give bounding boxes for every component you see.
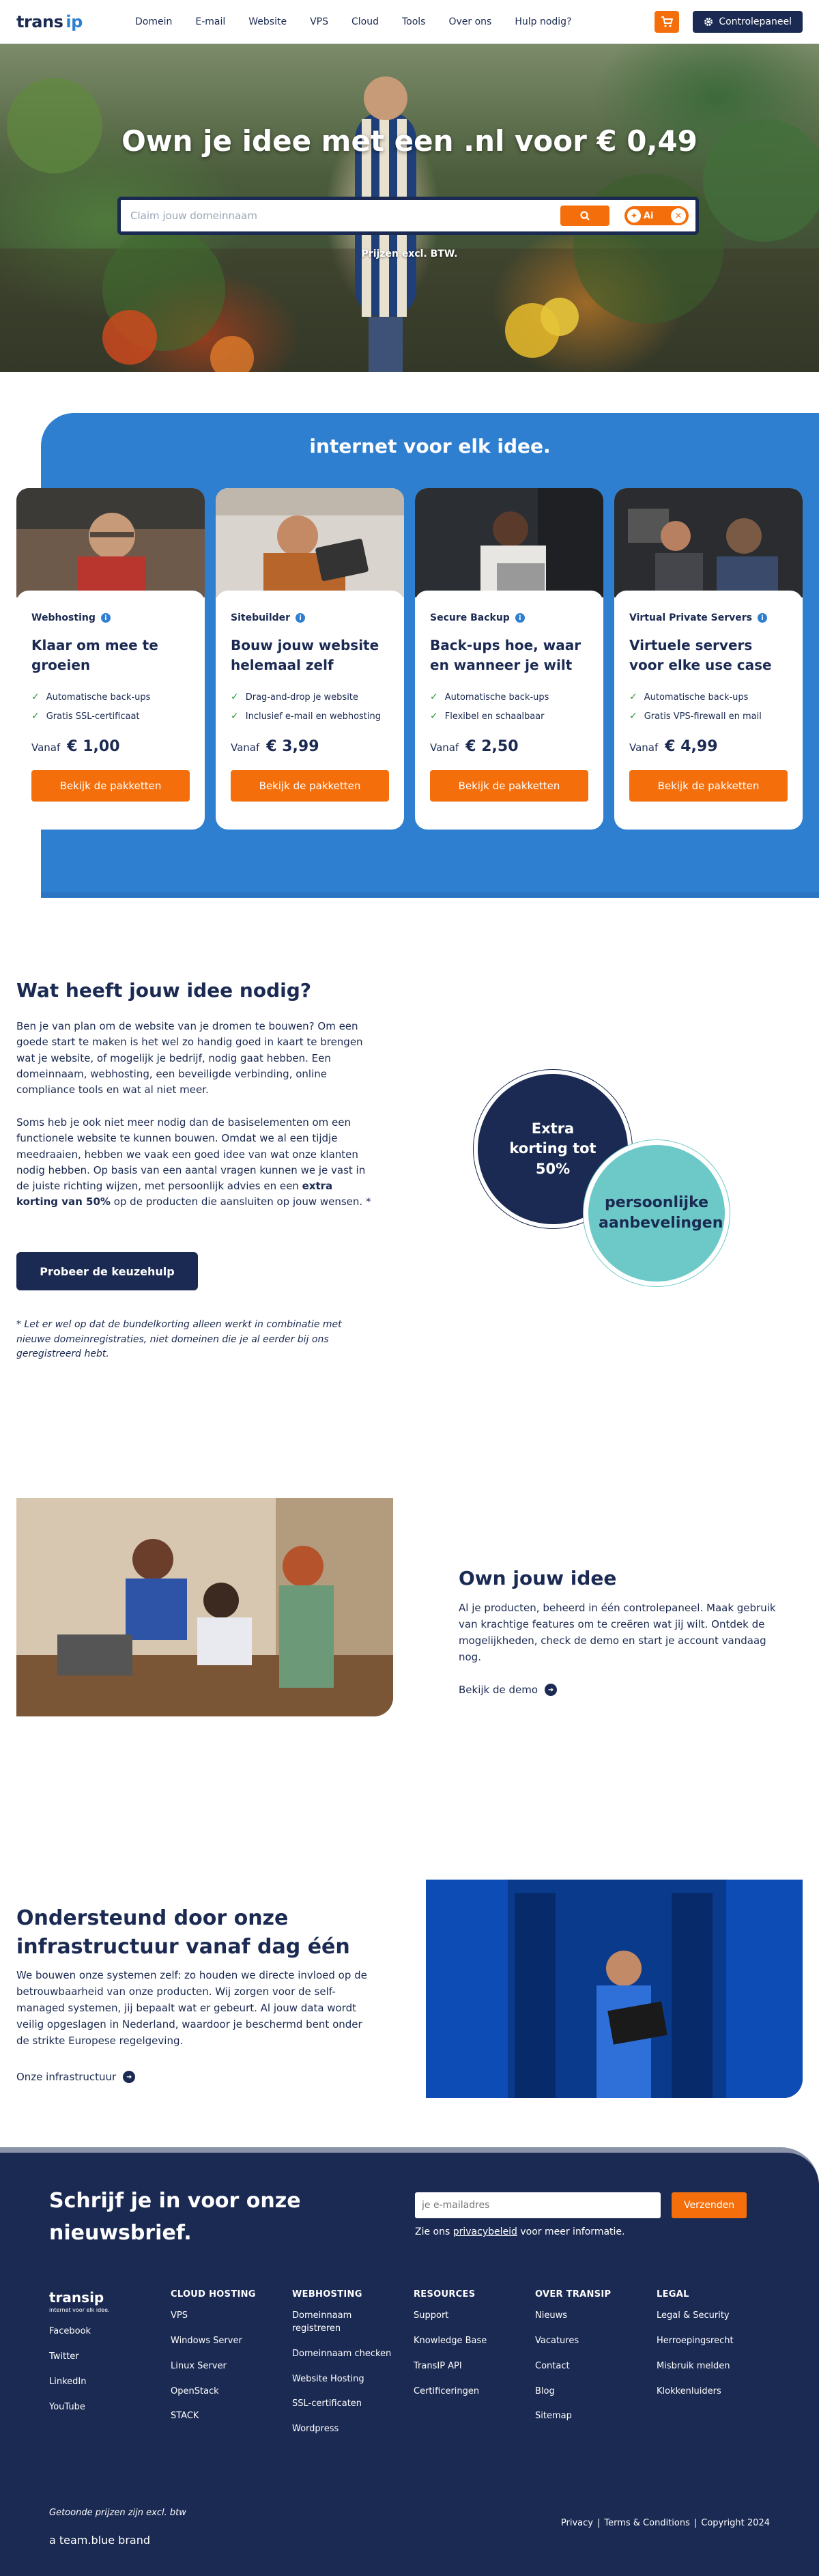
- price-amount: € 4,99: [665, 738, 718, 755]
- idea-paragraph-2: [16, 1115, 371, 1211]
- recommendations-circle-text: persoonlijke aanbevelingen: [599, 1194, 723, 1232]
- terms-link[interactable]: Terms & Conditions: [604, 2518, 690, 2528]
- idea-paragraph-1: Ben je van plan om de website van je dromen te bouwen? Om een goede start te maken is het wel zo handig goed in kaart te brengen wat je website, of mogelijk je bedrijf, nodig gaat hebben. Een domeinnaam, webhosting, een beveiligde verbinding, online compliance tools en wat al niet meer.: [16, 1020, 363, 1096]
- idea-p2-bold: extra korting van 50%: [16, 1180, 333, 1208]
- feature-item: [31, 707, 190, 726]
- own-text: Al je producten, beheerd in één controlepaneel. Maak gebruik van krachtige features om te creëren wat jij wilt. Ontdek de mogelijkheden, check de demo en start je account vandaag nog.: [459, 1602, 776, 1663]
- footer-col-title: RESOURCES: [414, 2289, 476, 2299]
- feature-text: Drag-and-drop je website: [245, 692, 358, 703]
- secure-backup-photo: [415, 488, 603, 597]
- card-price: [31, 738, 190, 755]
- footer-link[interactable]: Blog: [535, 2386, 555, 2396]
- card-features: [629, 688, 788, 726]
- feature-text: Flexibel en schaalbaar: [444, 711, 545, 722]
- footer-link[interactable]: Knowledge Base: [414, 2335, 487, 2346]
- card-label: [31, 612, 190, 623]
- footer-columns: [49, 2289, 778, 2448]
- domain-search-input[interactable]: [130, 210, 560, 222]
- footer-logo[interactable]: [49, 2289, 171, 2313]
- card-label-text: Virtual Private Servers: [629, 612, 753, 623]
- info-icon[interactable]: i: [296, 613, 305, 623]
- footer-link-twitter[interactable]: Twitter: [49, 2351, 79, 2362]
- nav-item-over-ons[interactable]: Over ons: [448, 16, 492, 27]
- footer-link-linkedin[interactable]: LinkedIn: [49, 2376, 87, 2387]
- info-icon[interactable]: i: [101, 613, 111, 623]
- card-label: [231, 612, 389, 623]
- logo-text-trans: trans: [16, 12, 63, 31]
- privacy-policy-link[interactable]: privacybeleid: [452, 2226, 517, 2237]
- footer-link[interactable]: SSL-certificaten: [292, 2398, 362, 2409]
- footer-col-over-transip: [535, 2289, 657, 2448]
- site-header: [0, 0, 819, 44]
- card-label-text: Webhosting: [31, 612, 96, 623]
- footer-link[interactable]: Misbruik melden: [657, 2360, 730, 2371]
- check-icon: ✓: [629, 692, 637, 703]
- infra-title: Ondersteund door onze infrastructuur vanaf dag één: [16, 1906, 350, 1959]
- product-card-webhosting: [16, 488, 205, 830]
- check-icon: ✓: [31, 692, 40, 703]
- gear-icon: [704, 17, 713, 27]
- idea-p2-text-end: op de producten die aansluiten op jouw wensen. *: [110, 1195, 371, 1208]
- infra-text: We bouwen onze systemen zelf: zo houden we directe invloed op de betrouwbaarheid van onze producten. Wij zorgen voor de self-managed systemen, jij bepaalt wat er gebeurt. Al jouw data wordt veilig opgeslagen in Nederland, waardoor je beschermd bent onder de strikte Europese regelgeving.: [16, 1969, 367, 2047]
- card-body: [614, 591, 803, 817]
- footer-link[interactable]: Website Hosting: [292, 2373, 364, 2384]
- newsletter-form: [415, 2192, 747, 2218]
- vps-photo: [614, 488, 803, 597]
- control-panel-label: Controlepaneel: [719, 16, 792, 27]
- footer-link-youtube[interactable]: YouTube: [49, 2401, 85, 2412]
- check-icon: ✓: [231, 692, 239, 703]
- card-title: Bouw jouw website helemaal zelf: [231, 637, 379, 673]
- infrastructure-label: Onze infrastructuur: [16, 2071, 117, 2083]
- products-bottom-strip: [41, 892, 819, 898]
- sitebuilder-photo: [216, 488, 404, 597]
- discount-disclaimer: * Let er wel op dat de bundelkorting alleen werkt in combinatie met nieuwe domeinregistraties, niet domeinen die je al eerder bij ons geregistreerd hebt.: [16, 1319, 342, 1360]
- price-amount: € 3,99: [266, 738, 319, 755]
- nav-item-website[interactable]: Website: [248, 16, 287, 27]
- nav-item-tools[interactable]: Tools: [401, 16, 426, 27]
- check-icon: ✓: [430, 711, 438, 722]
- logo-text-ip: ip: [66, 12, 83, 31]
- products-title: internet voor elk idee.: [309, 435, 551, 457]
- ai-label: Ai: [644, 210, 654, 221]
- recommendations-circle: [588, 1145, 725, 1282]
- footer-link[interactable]: Domeinnaam registreren: [292, 2310, 352, 2334]
- newsletter-submit-button[interactable]: Verzenden: [672, 2192, 747, 2218]
- ai-search-toggle[interactable]: [624, 206, 689, 225]
- feature-text: Inclusief e-mail en webhosting: [245, 711, 381, 722]
- card-price: [430, 738, 588, 755]
- info-icon[interactable]: i: [515, 613, 525, 623]
- footer-link[interactable]: Nieuws: [535, 2310, 567, 2321]
- arrow-right-icon: ➜: [545, 1684, 557, 1696]
- cart-icon: [661, 16, 673, 27]
- footer-link[interactable]: VPS: [171, 2310, 188, 2321]
- arrow-right-icon: ➜: [123, 2071, 135, 2083]
- feature-text: Gratis VPS-firewall en mail: [644, 711, 762, 722]
- feature-text: Gratis SSL-certificaat: [46, 711, 140, 722]
- footer-link[interactable]: Herroepingsrecht: [657, 2335, 734, 2346]
- footer-link[interactable]: Sitemap: [535, 2411, 572, 2422]
- price-from-label: Vanaf: [430, 741, 459, 754]
- own-section: [0, 1432, 819, 1798]
- transip-logo[interactable]: [16, 12, 112, 31]
- search-button[interactable]: [560, 206, 609, 226]
- feature-item: [231, 707, 389, 726]
- footer-col-title: WEBHOSTING: [292, 2289, 362, 2299]
- footer-col-title: LEGAL: [657, 2289, 689, 2299]
- search-icon: [580, 211, 590, 221]
- legal-links: [561, 2518, 770, 2528]
- footer-link[interactable]: Contact: [535, 2360, 570, 2371]
- footer-link[interactable]: Certificeringen: [414, 2386, 480, 2396]
- price-amount: € 1,00: [67, 738, 120, 755]
- card-price: [231, 738, 389, 755]
- team-blue-brand: a team.blue brand: [49, 2534, 150, 2547]
- product-cards: [16, 488, 803, 830]
- own-title: Own jouw idee: [459, 1567, 617, 1589]
- view-packages-button[interactable]: Bekijk de pakketten: [31, 770, 190, 802]
- price-note: Prijzen excl. BTW.: [361, 249, 458, 259]
- feature-item: [231, 688, 389, 707]
- card-price: [629, 738, 788, 755]
- infrastructure-section: [0, 1798, 819, 2153]
- prices-note: Getoonde prijzen zijn excl. btw: [49, 2508, 186, 2518]
- footer-logo-text: transip: [49, 2289, 104, 2306]
- footer-col-webhosting: [292, 2289, 414, 2448]
- footer-link[interactable]: Klokkenluiders: [657, 2386, 721, 2396]
- price-from-label: Vanaf: [231, 741, 260, 754]
- product-card-sitebuilder: [216, 488, 404, 830]
- card-label-text: Sitebuilder: [231, 612, 291, 623]
- footer-link[interactable]: Linux Server: [171, 2360, 227, 2371]
- card-features: [231, 688, 389, 726]
- newsletter-email-input[interactable]: [415, 2192, 661, 2218]
- footer-link[interactable]: Domeinnaam checken: [292, 2348, 392, 2359]
- card-body: [216, 591, 404, 817]
- footer-link[interactable]: TransIP API: [414, 2360, 462, 2371]
- product-card-secure-backup: [415, 488, 603, 830]
- main-nav: [126, 11, 655, 33]
- idea-title: Wat heeft jouw idee nodig?: [16, 979, 311, 1002]
- datacenter-photo: [426, 1880, 803, 2098]
- view-demo-link[interactable]: [459, 1684, 557, 1696]
- check-icon: ✓: [231, 711, 239, 722]
- feature-item: [430, 688, 588, 707]
- view-packages-button[interactable]: Bekijk de pakketten: [430, 770, 588, 802]
- domain-search-bar: [117, 197, 699, 235]
- check-icon: ✓: [629, 711, 637, 722]
- card-title: Klaar om mee te groeien: [31, 637, 158, 673]
- price-from-label: Vanaf: [31, 741, 61, 754]
- try-quiz-button[interactable]: Probeer de keuzehulp: [16, 1252, 198, 1290]
- footer-tagline: internet voor elk idee.: [49, 2307, 110, 2313]
- info-icon[interactable]: i: [758, 613, 767, 623]
- privacy-pre: Zie ons: [415, 2226, 453, 2237]
- infrastructure-link[interactable]: [16, 2071, 135, 2083]
- card-body: [16, 591, 205, 817]
- footer-link[interactable]: Vacatures: [535, 2335, 579, 2346]
- view-packages-button[interactable]: Bekijk de pakketten: [231, 770, 389, 802]
- footer-link[interactable]: Legal & Security: [657, 2310, 730, 2321]
- feature-text: Automatische back-ups: [444, 692, 549, 703]
- privacy-link[interactable]: Privacy: [560, 2518, 593, 2528]
- check-icon: ✓: [430, 692, 438, 703]
- discount-circle-text: Extra korting tot 50%: [509, 1120, 597, 1177]
- newsletter-title: Schrijf je in voor onze nieuwsbrief.: [49, 2189, 301, 2245]
- newsletter-privacy-note: [415, 2226, 624, 2237]
- family-photo: [16, 1498, 393, 1716]
- copyright: Copyright 2024: [701, 2518, 770, 2528]
- card-label-text: Secure Backup: [430, 612, 510, 623]
- privacy-post: voor meer informatie.: [517, 2226, 625, 2237]
- card-features: [31, 688, 190, 726]
- card-label: [629, 612, 788, 623]
- nav-item-cloud[interactable]: Cloud: [351, 16, 379, 27]
- toggle-off-icon: ✕: [671, 208, 686, 223]
- footer-link[interactable]: Windows Server: [171, 2335, 242, 2346]
- products-section: [0, 372, 819, 939]
- webhosting-photo: [16, 488, 205, 597]
- footer-col-social: [49, 2289, 171, 2448]
- cart-button[interactable]: [655, 11, 679, 33]
- feature-text: Automatische back-ups: [644, 692, 749, 703]
- product-card-vps: [614, 488, 803, 830]
- check-icon: ✓: [31, 711, 40, 722]
- control-panel-button[interactable]: [693, 11, 803, 33]
- site-footer: [0, 2153, 819, 2576]
- nav-item-domein[interactable]: Domein: [135, 16, 173, 27]
- footer-col-title: CLOUD HOSTING: [171, 2289, 256, 2299]
- card-features: [430, 688, 588, 726]
- idea-section: [0, 939, 819, 1432]
- footer-link[interactable]: Support: [414, 2310, 449, 2321]
- separator: |: [693, 2518, 698, 2528]
- footer-col-resources: [414, 2289, 535, 2448]
- view-demo-label: Bekijk de demo: [459, 1684, 538, 1696]
- separator: |: [597, 2518, 601, 2528]
- footer-col-cloud-hosting: [171, 2289, 292, 2448]
- card-label: [430, 612, 588, 623]
- idea-p2-text: Soms heb je ook niet meer nodig dan de basiselementen om een functionele website te kunnen bouwen. Omdat we al een tijdje meedraaien, hebben we vaak een goed idee van wat onze klanten nodig hebben. Op basis van een aantal vragen kunnen we je vast in de juiste richting wijzen, met persoonlijk advies en een: [16, 1116, 366, 1192]
- card-title: Virtuele servers voor elke use case: [629, 637, 772, 673]
- card-title: Back-ups hoe, waar en wanneer je wilt: [430, 637, 581, 673]
- footer-col-legal: [657, 2289, 778, 2448]
- feature-text: Automatische back-ups: [46, 692, 151, 703]
- hero-title: Own je idee met een .nl voor € 0,49: [121, 124, 698, 158]
- feature-item: [31, 688, 190, 707]
- price-from-label: Vanaf: [629, 741, 659, 754]
- nav-item-email[interactable]: E-mail: [195, 16, 226, 27]
- feature-item: [430, 707, 588, 726]
- footer-link[interactable]: STACK: [171, 2411, 199, 2422]
- nav-item-hulp-nodig[interactable]: Hulp nodig?: [515, 16, 572, 27]
- footer-link[interactable]: Wordpress: [292, 2424, 339, 2435]
- feature-item: [629, 688, 788, 707]
- footer-link-facebook[interactable]: Facebook: [49, 2326, 91, 2336]
- feature-item: [629, 707, 788, 726]
- footer-col-title: OVER TRANSIP: [535, 2289, 612, 2299]
- nav-item-vps[interactable]: VPS: [310, 16, 328, 27]
- hero-section: [0, 44, 819, 372]
- footer-link[interactable]: OpenStack: [171, 2386, 219, 2396]
- ai-sparkle-icon: ✦: [627, 209, 641, 223]
- price-amount: € 2,50: [465, 738, 519, 755]
- card-body: [415, 591, 603, 817]
- view-packages-button[interactable]: Bekijk de pakketten: [629, 770, 788, 802]
